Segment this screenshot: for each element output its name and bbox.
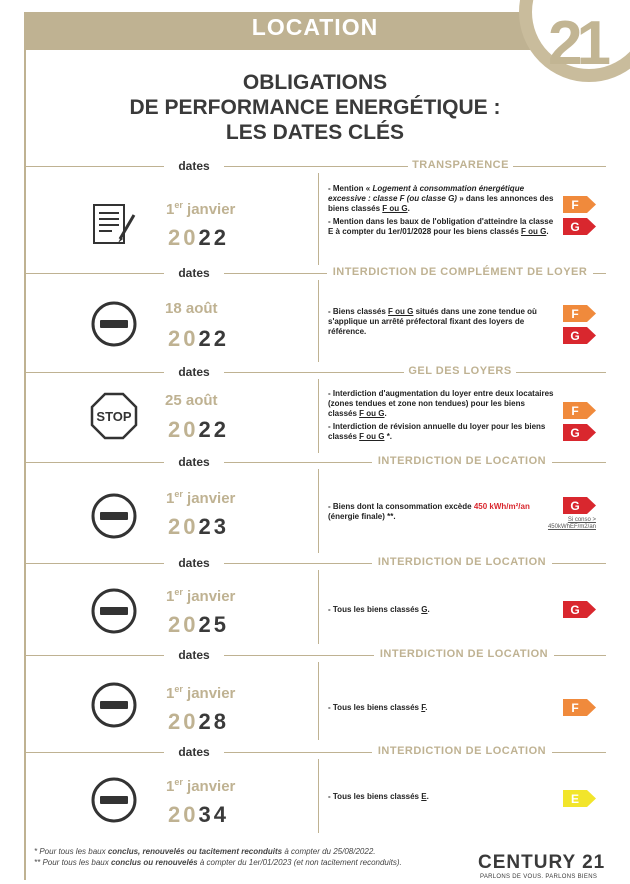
column-divider <box>318 379 319 453</box>
brand-name: CENTURY 21 <box>478 852 606 873</box>
section-category: GEL DES LOYERS <box>404 365 516 377</box>
svg-text:F: F <box>571 404 579 418</box>
column-divider <box>318 570 319 644</box>
title-line-2: DE PERFORMANCE ENERGÉTIQUE : <box>129 96 501 119</box>
svg-text:G: G <box>570 499 580 513</box>
section-month: 1er janvier <box>166 777 236 795</box>
dates-label: dates <box>164 455 224 469</box>
dates-label: dates <box>164 159 224 173</box>
section-description <box>328 792 556 805</box>
svg-text:F: F <box>571 307 579 321</box>
section-description <box>328 184 556 240</box>
consumption-note: Si conso > 450kWhEF/m2/an <box>547 517 596 530</box>
no-entry-icon <box>90 300 138 353</box>
title-line-1: OBLIGATIONS <box>242 71 388 94</box>
column-divider <box>318 759 319 833</box>
section-category: INTERDICTION DE LOCATION <box>374 648 554 660</box>
energy-class-badge-g <box>563 424 597 441</box>
svg-text:F: F <box>571 198 579 212</box>
brand-tagline: PARLONS DE VOUS. PARLONS BIENS <box>480 874 598 880</box>
section-description <box>328 502 556 525</box>
no-entry-icon <box>90 587 138 640</box>
description-item: - Tous les biens classés G. <box>328 605 430 614</box>
footnote-1: * Pour tous les baux conclus, renouvelés ou tacitement reconduits à compter du 25/08/2022. <box>34 847 376 856</box>
section-year: 2022 <box>168 225 229 250</box>
section-header <box>24 266 606 280</box>
svg-text:G: G <box>570 426 580 440</box>
section-year: 2034 <box>168 802 229 827</box>
svg-text:E: E <box>570 792 580 806</box>
column-divider <box>318 280 319 362</box>
section-year: 2023 <box>168 514 229 539</box>
energy-class-badge-f <box>563 699 597 716</box>
description-item: - Biens classés F ou G situés dans une zone tendue où s'applique un arrêté préfectoral fixant des loyers de référence. <box>328 307 537 336</box>
section-category: INTERDICTION DE LOCATION <box>372 745 552 757</box>
section-header <box>24 648 606 662</box>
section-header <box>24 455 606 469</box>
section-header <box>24 745 606 759</box>
description-item: - Tous les biens classés E. <box>328 792 429 801</box>
description-item: - Mention « Logement à consommation énergétique excessive : classe F (ou classe G) » dans les annonces des biens classés F ou G. <box>328 184 554 213</box>
section-description <box>328 389 556 445</box>
century21-logo: 21 <box>548 9 605 78</box>
dates-label: dates <box>164 648 224 662</box>
section-year: 2022 <box>168 417 229 442</box>
section-year: 2022 <box>168 326 229 351</box>
stop-sign-icon <box>90 392 138 445</box>
no-entry-icon <box>90 776 138 829</box>
no-entry-icon <box>90 681 138 734</box>
footnote-2: ** Pour tous les baux conclus ou renouvelés à compter du 1er/01/2023 (et non tacitement reconduits). <box>34 858 402 867</box>
dates-label: dates <box>164 745 224 759</box>
column-divider <box>318 662 319 740</box>
svg-text:F: F <box>571 701 579 715</box>
energy-class-badge-g <box>563 218 597 235</box>
column-divider <box>318 469 319 553</box>
energy-class-badge-f <box>563 196 597 213</box>
section-year: 2025 <box>168 612 229 637</box>
section-month: 18 août <box>165 300 218 317</box>
svg-text:G: G <box>570 329 580 343</box>
section-description <box>328 703 556 716</box>
energy-class-badge-g <box>563 497 597 514</box>
section-month: 25 août <box>165 392 218 409</box>
description-item: - Interdiction de révision annuelle du loyer pour les biens classés F ou G *. <box>328 422 546 441</box>
section-month: 1er janvier <box>166 200 236 218</box>
section-header <box>24 159 606 173</box>
no-entry-icon <box>90 492 138 545</box>
section-description <box>328 605 556 618</box>
energy-class-badge-f <box>563 305 597 322</box>
section-month: 1er janvier <box>166 489 236 507</box>
energy-class-badge-f <box>563 402 597 419</box>
energy-class-badge-e <box>563 790 597 807</box>
description-item: - Mention dans les baux de l'obligation d'atteindre la classe E à compter du 1er/01/2028 pour les biens classés F ou G. <box>328 217 554 236</box>
stop-sign-text: STOP <box>96 409 132 424</box>
section-month: 1er janvier <box>166 587 236 605</box>
section-category: INTERDICTION DE LOCATION <box>372 455 552 467</box>
svg-text:G: G <box>570 603 580 617</box>
dates-label: dates <box>164 266 224 280</box>
section-category: INTERDICTION DE COMPLÉMENT DE LOYER <box>327 266 593 278</box>
section-category: TRANSPARENCE <box>408 159 513 171</box>
description-item: - Biens dont la consommation excède 450 kWh/m²/an (énergie finale) **. <box>328 502 530 521</box>
section-month: 1er janvier <box>166 684 236 702</box>
section-year: 2028 <box>168 709 229 734</box>
title-line-3: LES DATES CLÉS <box>225 121 405 144</box>
page-title <box>24 70 606 145</box>
section-header <box>24 365 606 379</box>
section-category: INTERDICTION DE LOCATION <box>372 556 552 568</box>
divider <box>24 372 606 373</box>
banner-title: LOCATION <box>251 14 379 40</box>
description-item: - Interdiction d'augmentation du loyer entre deux locataires (zones tendues et zone non tendues) pour les biens classés F ou G. <box>328 389 554 418</box>
description-item: - Tous les biens classés F. <box>328 703 428 712</box>
dates-label: dates <box>164 556 224 570</box>
divider <box>24 166 606 167</box>
section-description <box>328 307 556 340</box>
section-header <box>24 556 606 570</box>
svg-text:G: G <box>570 220 580 234</box>
document-icon <box>90 201 138 254</box>
column-divider <box>318 173 319 265</box>
energy-class-badge-g <box>563 327 597 344</box>
dates-label: dates <box>164 365 224 379</box>
energy-class-badge-g <box>563 601 597 618</box>
